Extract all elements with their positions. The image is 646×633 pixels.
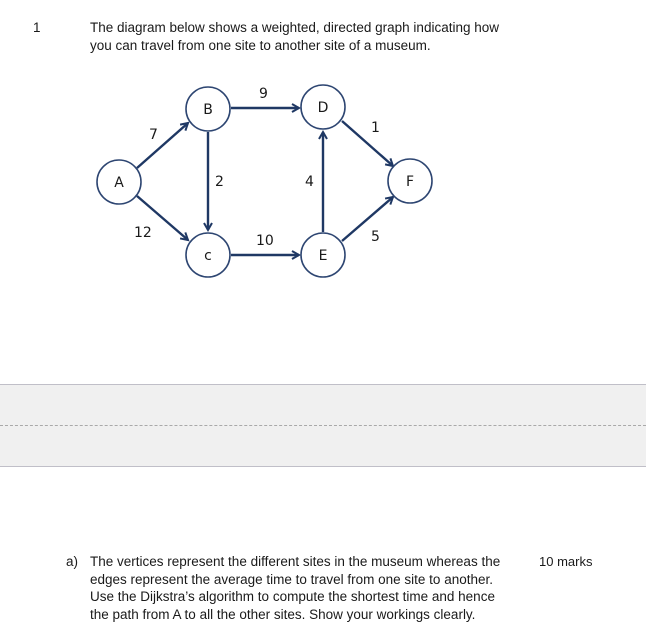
part-a-text-line: The vertices represent the different sites in the museum whereas the — [90, 554, 501, 569]
node-c — [186, 233, 230, 277]
node-label-a: A — [114, 175, 124, 191]
part-a-label: a) — [66, 554, 79, 569]
part-a-text-line: edges represent the average time to travel from one site to another. — [90, 571, 493, 587]
question-text-line: The diagram below shows a weighted, directed graph indicating how — [90, 20, 499, 35]
node-label-f: F — [405, 174, 415, 190]
weight-b-c: 2 — [215, 174, 224, 190]
page-break-dashed-line — [0, 425, 646, 426]
part-a-text-line: the path from A to all the other sites. Show your workings clearly. — [90, 607, 476, 623]
question-number: 1 — [33, 20, 41, 35]
edge-d-f — [342, 121, 393, 166]
part-a-text — [90, 553, 510, 624]
node-f — [388, 159, 432, 203]
weight-a-b: 7 — [149, 127, 158, 143]
weight-b-d: 9 — [259, 86, 268, 102]
directed-graph-diagram — [0, 0, 646, 300]
weight-c-e: 10 — [256, 233, 274, 249]
weight-e-d: 4 — [305, 174, 314, 190]
weight-d-f: 1 — [371, 120, 380, 136]
node-label-c: c — [204, 248, 212, 264]
edge-e-f — [342, 197, 393, 241]
page-break-band — [0, 384, 646, 467]
marks-label: 10 marks — [539, 554, 593, 569]
weight-a-c: 12 — [134, 225, 152, 241]
question-text-line: you can travel from one site to another site of a museum. — [90, 38, 431, 53]
node-e — [301, 233, 345, 277]
node-a — [97, 160, 141, 204]
node-label-e: E — [318, 248, 328, 264]
part-a-text-line: Use the Dijkstra’s algorithm to compute the shortest time and hence — [90, 589, 495, 605]
node-label-b: B — [203, 102, 213, 118]
node-b — [186, 87, 230, 131]
weight-e-f: 5 — [371, 229, 380, 245]
edge-a-b — [137, 123, 188, 168]
node-label-d: D — [317, 100, 329, 116]
node-d — [301, 85, 345, 129]
